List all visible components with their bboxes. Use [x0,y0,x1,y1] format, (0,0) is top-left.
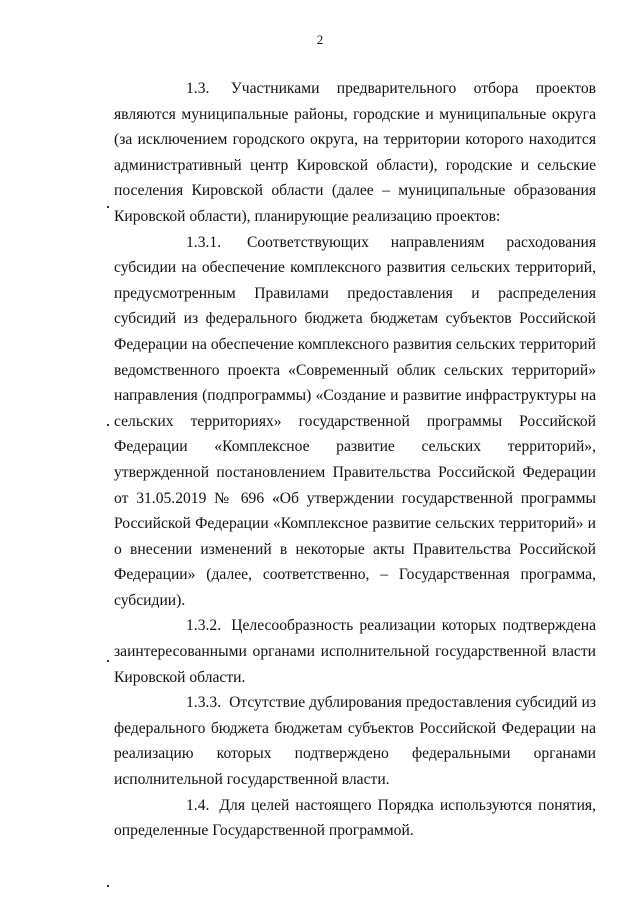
paragraph-1-4 [114,793,596,844]
scan-speck [107,885,109,887]
paragraph-number: 1.3.3. [186,694,222,712]
paragraph-text: Целесообразность реализации которых подтверждена заинтересованными органами исполнительной государственной власти Кировской области. [114,617,596,686]
paragraph-1-3-2 [114,613,596,690]
paragraph-text: Отсутствие дублирования предоставления субсидий из федерального бюджета бюджетам субъектов Российской Федерации на реализацию которых подтверждено федеральными органами исполнительной государственной власти. [114,694,596,789]
page-number: 2 [316,32,324,47]
paragraph-1-3-3 [114,690,596,792]
paragraph-text: Соответствующих направлениям расходования субсидии на обеспечение комплексного развития сельских территорий, предусмотренным Правилами предоставления и распределения субсидий из федерального бюджета бюджетам субъектов Российской Федерации на обеспечение комплексного развития сельских территорий ведомственного проекта «Современный облик сельских территорий» направления (подпрограммы) «Создание и развитие инфраструктуры на сельских территориях» государственной программы Российской Федерации «Комплексное развитие сельских территорий», утвержденной постановлением Правительства Российской Федерации от 31.05.2019 № 696 «Об утверждении государственной программы Российской Федерации «Комплексное развитие сельских территорий» и о внесении изменений в некоторые акты Правительства Российской Федерации» (далее, соответственно, – Государственная программа, субсидии). [114,233,596,609]
paragraph-1-3 [114,76,596,230]
paragraph-number: 1.3.1. [186,233,222,251]
paragraph-number: 1.3. [186,80,210,97]
paragraph-1-3-1 [114,230,596,614]
paragraph-text: Участниками предварительного отбора проектов являются муниципальные районы, городские и муниципальные округа (за исключением городского округа, на территории которого находится административный центр Кировской области), городские и сельские поселения Кировской области (далее – муниципальные образования Кировской области), планирующие реализацию проектов: [114,80,596,225]
paragraph-number: 1.4. [186,796,210,814]
scan-speck [107,660,109,662]
document-body [114,76,596,844]
scan-speck [107,206,109,208]
scan-speck [107,424,109,426]
paragraph-text: Для целей настоящего Порядка используются понятия, определенные Государственной программой. [114,796,597,840]
paragraph-number: 1.3.2. [186,617,222,635]
